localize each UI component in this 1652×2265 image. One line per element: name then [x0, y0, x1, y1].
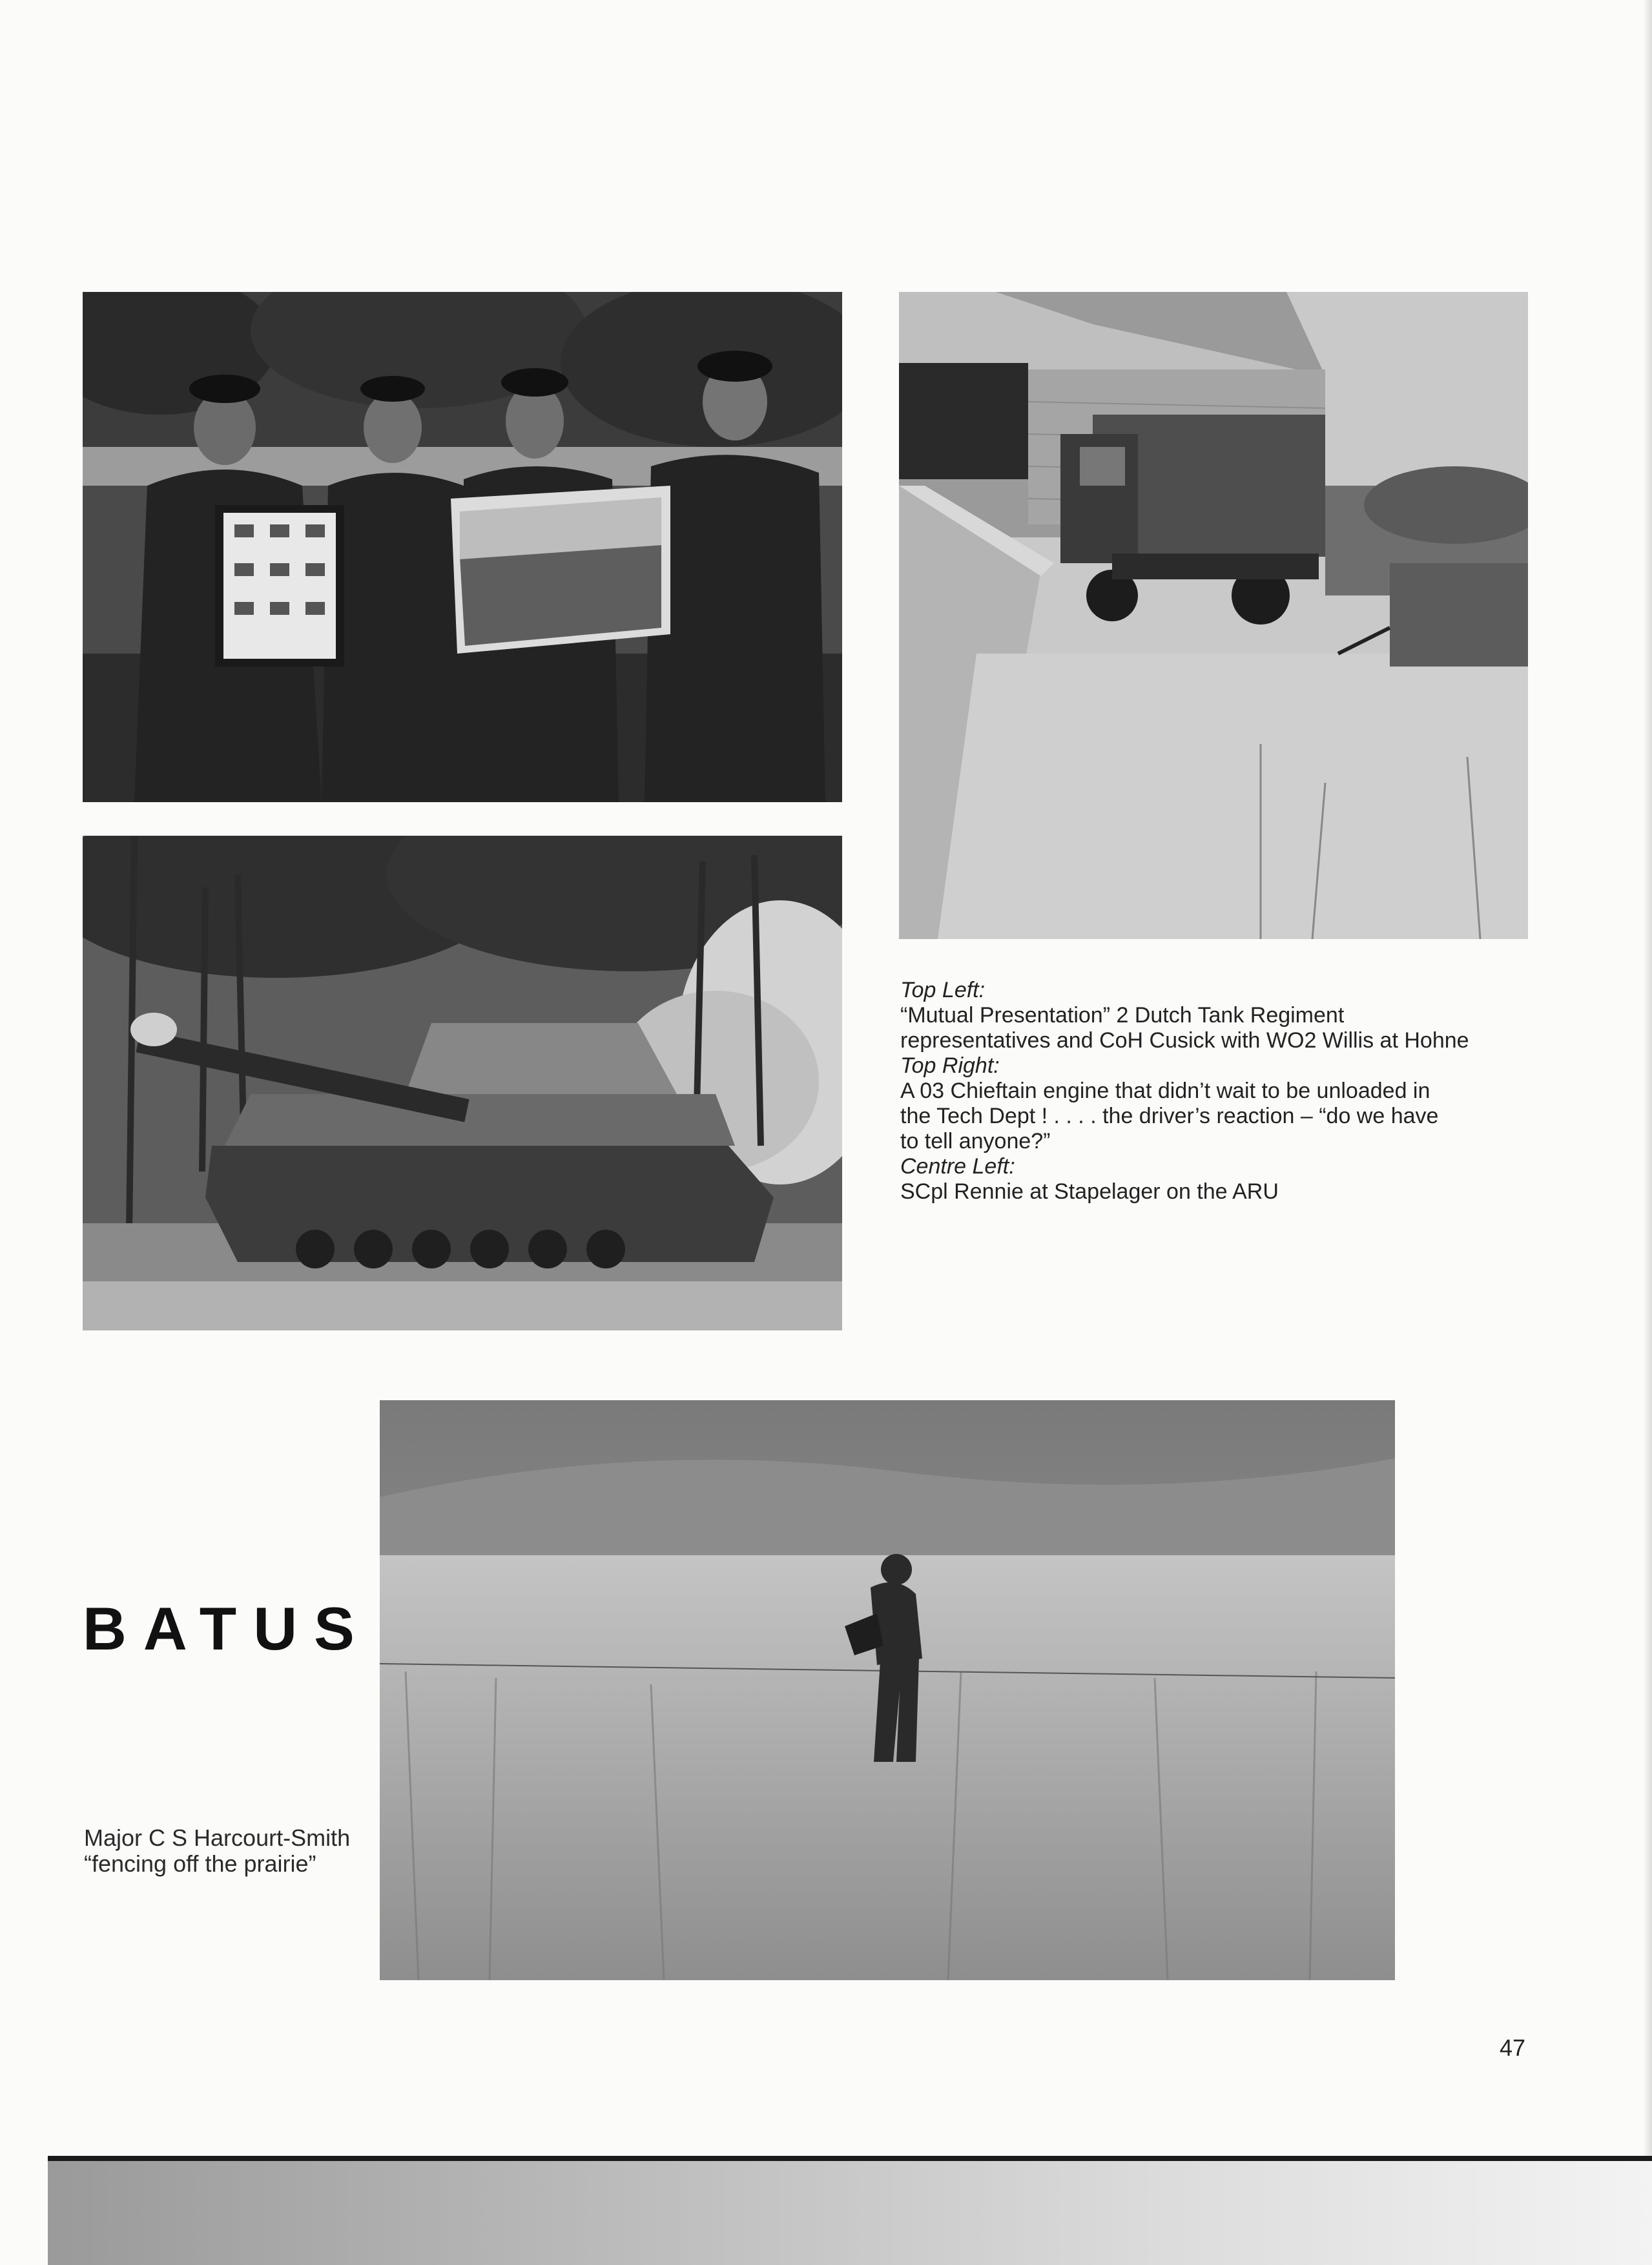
bottom-caption — [84, 1825, 387, 1877]
caption-heading-top-left: Top Left: — [900, 978, 986, 1002]
bottom-caption-line: “fencing off the prairie” — [84, 1850, 316, 1877]
photo-top-left — [83, 292, 842, 802]
photo-bottom — [380, 1400, 1395, 1980]
page-edge-shadow — [1643, 0, 1652, 2156]
bottom-caption-line: Major C S Harcourt-Smith — [84, 1825, 351, 1851]
scan-edge-bar — [48, 2156, 1652, 2161]
scan-bottom-shadow — [48, 2161, 1652, 2265]
caption-heading-centre-left: Centre Left: — [900, 1154, 1015, 1179]
caption-heading-top-right: Top Right: — [900, 1053, 1000, 1078]
photo-centre-left — [83, 836, 842, 1330]
page-number: 47 — [1500, 2034, 1526, 2061]
caption-line: the Tech Dept ! . . . . the driver’s reaction – “do we have — [900, 1104, 1439, 1128]
caption-line: to tell anyone?” — [900, 1129, 1051, 1153]
caption-line: SCpl Rennie at Stapelager on the ARU — [900, 1179, 1279, 1204]
caption-line: representatives and CoH Cusick with WO2 Willis at Hohne — [900, 1028, 1469, 1053]
caption-block — [900, 978, 1533, 1205]
section-title: BATUS — [83, 1595, 371, 1662]
photo-top-right — [899, 292, 1528, 939]
caption-line: “Mutual Presentation” 2 Dutch Tank Regiment — [900, 1003, 1345, 1028]
caption-line: A 03 Chieftain engine that didn’t wait to be unloaded in — [900, 1079, 1430, 1103]
